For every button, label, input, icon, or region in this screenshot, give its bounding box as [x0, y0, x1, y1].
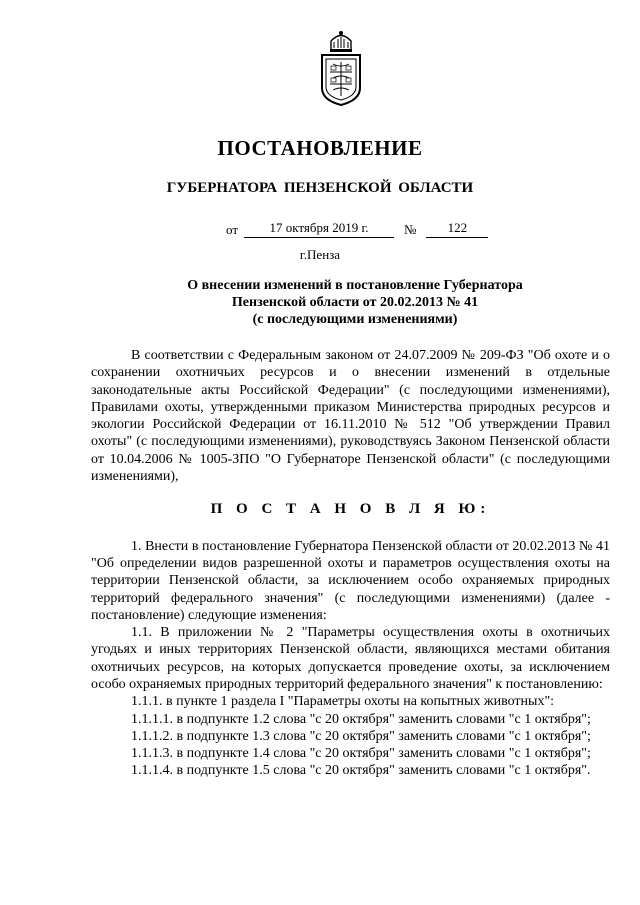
- date-label: от: [226, 222, 239, 237]
- date-value: 17 октября 2019 г.: [244, 220, 394, 238]
- body-paragraph: 1.1. В приложении № 2 "Параметры осуществления охоты в охотничьих угодьях и иных территориях Пензенской области, являющихся местами обитания охотничьих ресурсов, на которых допускается проведение охоты, за исключением особо охраняемых природных территорий федерального значения" к постановлению:: [91, 625, 610, 693]
- heading-line: Пензенской области от 20.02.2013 № 41: [231, 295, 479, 310]
- issuer-title: ГУБЕРНАТОРА ПЕНЗЕНСКОЙ ОБЛАСТИ: [166, 180, 474, 196]
- heading-line: (с последующими изменениями): [252, 312, 458, 327]
- body-paragraph: 1.1.1.4. в подпункте 1.5 слова "с 20 октября" заменить словами "с 1 октября".: [131, 763, 591, 779]
- body-paragraph: 1.1.1.2. в подпункте 1.3 слова "с 20 октября" заменить словами "с 1 октября";: [131, 728, 591, 744]
- document-heading: [100, 277, 610, 328]
- date-number-line: [226, 220, 488, 238]
- body-paragraph: 1.1.1. в пункте 1 раздела I "Параметры охоты на копытных животных":: [131, 694, 555, 710]
- coat-of-arms-icon: [318, 28, 364, 106]
- body-paragraph: 1. Внести в постановление Губернатора Пензенской области от 20.02.2013 № 41 "Об определении видов разрешенной охоты и параметров осуществления охоты на территории Пензенской области, за исключением особо охраняемых природных территорий федерального значения" (с последующими изменениями) (далее - постановление) следующие изменения:: [91, 538, 610, 623]
- preamble-paragraph: В соответствии с Федеральным законом от 24.07.2009 № 209-ФЗ "Об охоте и о сохранении охотничьих ресурсов и о внесении изменений в отдельные законодательные акты Российской Федерации" (с последующими изменениями), Правилами охоты, утвержденными приказом Министерства природных ресурсов и экологии Российской Федерации от 16.11.2010 № 512 "Об утверждении Правил охоты" (с последующими изменениями), руководствуясь Законом Пензенской области от 10.04.2006 № 1005-ЗПО "О Губернаторе Пензенской области" (с последующими изменениями),: [91, 348, 610, 485]
- body-paragraph: 1.1.1.3. в подпункте 1.4 слова "с 20 октября" заменить словами "с 1 октября";: [131, 745, 591, 761]
- heading-line: О внесении изменений в постановление Губернатора: [187, 278, 523, 293]
- document-body: [91, 347, 610, 779]
- decree-heading: П О С Т А Н О В Л Я Ю:: [210, 501, 491, 518]
- number-value: 122: [426, 220, 488, 238]
- number-label: №: [404, 222, 417, 237]
- city-name: г.Пенза: [299, 247, 341, 262]
- document-type-title: ПОСТАНОВЛЕНИЕ: [217, 136, 423, 160]
- body-paragraph: 1.1.1.1. в подпункте 1.2 слова "с 20 октября" заменить словами "с 1 октября";: [131, 711, 591, 727]
